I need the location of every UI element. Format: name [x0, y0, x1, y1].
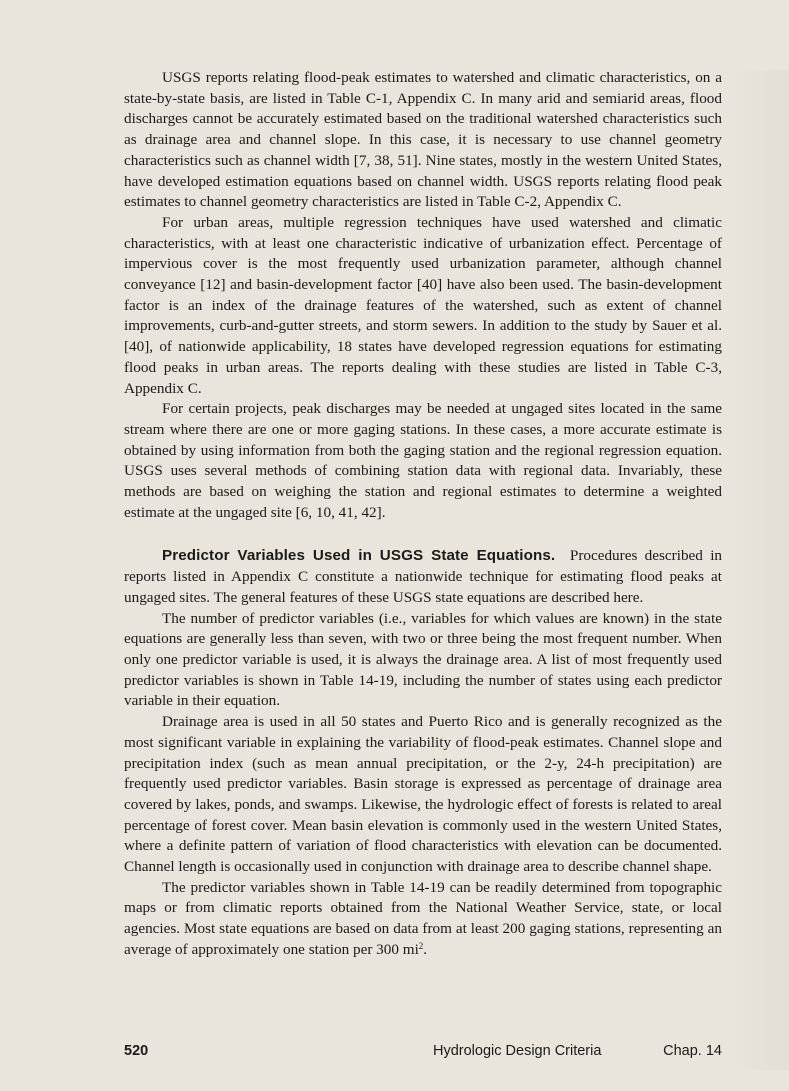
section-heading-text: Procedures described in reports listed in Appendix C constitute a nationwide technique for estimating flood peaks at ungaged sites. The general features of these USGS state equations are described here.	[124, 547, 723, 606]
chapter-label: Chap. 14	[663, 1043, 722, 1059]
paragraph-usgs-reports: USGS reports relating flood-peak estimates to watershed and climatic characteristics, on a state-by-state basis, are listed in Table C-1, Appendix C. In many arid and semiarid areas, flood discharges cannot be accurately estimated based on the traditional watershed characteristics such as drainage area and channel slope. In this case, it is necessary to use channel geometry characteristics such as channel width [7, 38, 51]. Nine states, mostly in the western United States, have developed estimation equations based on channel width. USGS reports relating flood peak estimates to channel geometry characteristics are listed in Table C-2, Appendix C.	[124, 69, 722, 211]
section-heading: Predictor Variables Used in USGS State Equations.	[162, 547, 556, 565]
section-spacer	[124, 523, 722, 546]
body-text	[124, 68, 722, 961]
running-title: Hydrologic Design Criteria	[433, 1043, 602, 1059]
superscript: 2	[418, 940, 424, 951]
paragraph-urban-areas: For urban areas, multiple regression techniques have used watershed and climatic characteristics, with at least one characteristic indicative of urbanization effect. Percentage of impervious cover is the most frequently used urbanization parameter, although channel conveyance [12] and basin-development factor [40] have also been used. The basin-development factor is an index of the drainage features of the watershed, such as extent of channel improvements, curb-and-gutter streets, and storm sewers. In addition to the study by Sauer et al. [40], of nationwide applicability, 18 states have developed regression equations for estimating flood peaks in urban areas. The reports dealing with these studies are listed in Table C-3, Appendix C.	[124, 213, 722, 397]
paragraph-number-of-predictors: The number of predictor variables (i.e., variables for which values are known) in the state equations are generally less than seven, with two or three being the most frequent number. When only one predictor variable is used, it is always the drainage area. A list of most frequently used predictor variables is shown in Table 14-19, including the number of states using each predictor variable in their equation.	[124, 609, 722, 710]
paragraph-ungaged-sites: For certain projects, peak discharges may be needed at ungaged sites located in the same stream where there are one or more gaging stations. In these cases, a more accurate estimate is obtained by using information from both the gaging station and the regional regression equation. USGS uses several methods of combining station data with regional data. Invariably, these methods are based on weighing the station and regional estimates to determine a weighted estimate at the ungaged site [6, 10, 41, 42].	[124, 400, 722, 521]
paragraph-predictor-sources	[124, 878, 722, 961]
paragraph-drainage-area: Drainage area is used in all 50 states and Puerto Rico and is generally recognized as the most significant variable in explaining the variability of flood-peak estimates. Channel slope and precipitation index (such as mean annual precipitation, or the 2-y, 24-h precipitation) are frequently used predictor variables. Basin storage is expressed as percentage of drainage area covered by lakes, ponds, and swamps. Likewise, the hydrologic effect of forests is related to areal percentage of forest cover. Mean basin elevation is commonly used in the western United States, where a definite pattern of variation of flood characteristics with elevation can be documented. Channel length is occasionally used in conjunction with drainage area to describe channel shape.	[124, 713, 722, 876]
section-intro-paragraph	[124, 546, 722, 608]
last-paragraph-text: The predictor variables shown in Table 14-19 can be readily determined from topographic maps or from climatic reports obtained from the National Weather Service, state, or local agencies. Most state equations are based on data from at least 200 gaging stations, representing an average of approximately one station per 300 mi	[124, 878, 722, 958]
page-footer	[124, 1041, 722, 1065]
last-paragraph-end: .	[423, 940, 428, 958]
facing-page-shadow	[729, 70, 789, 1070]
page-number: 520	[124, 1043, 149, 1059]
